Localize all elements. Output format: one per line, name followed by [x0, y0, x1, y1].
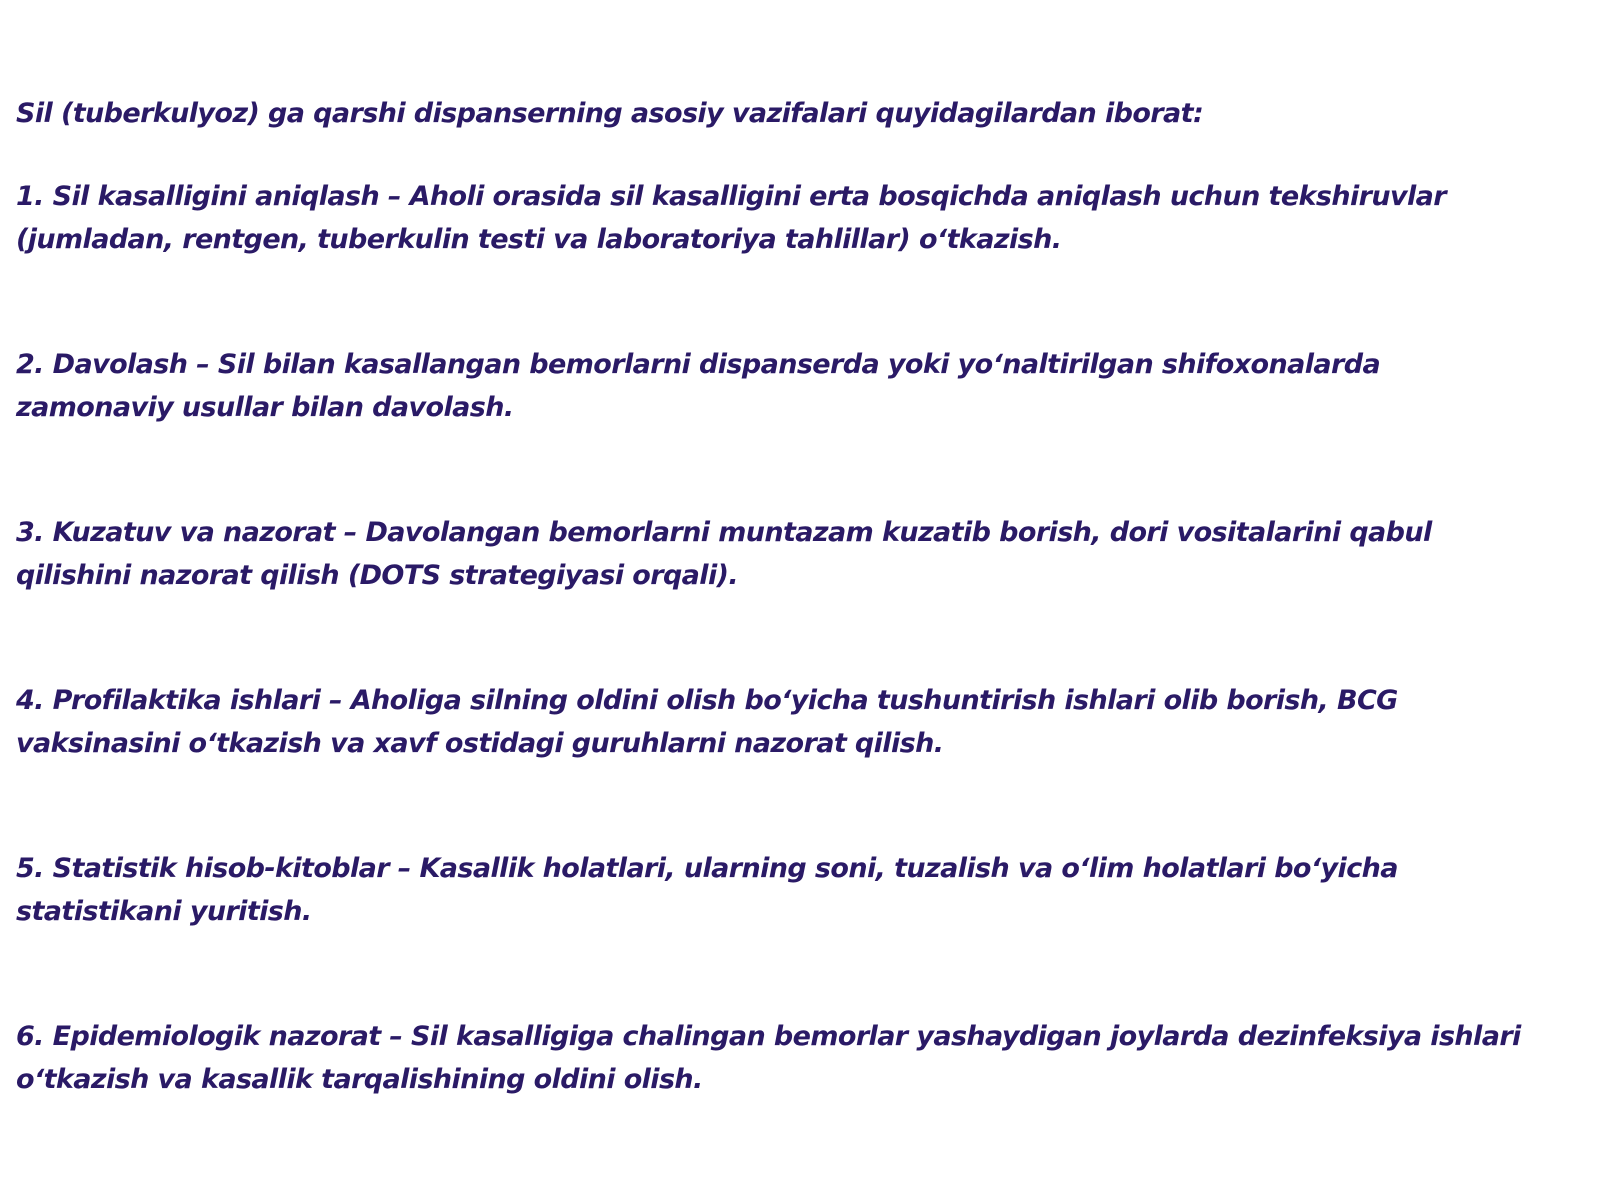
- list-item-line: zamonaviy usullar bilan davolash.: [16, 392, 514, 423]
- list-item-line: 2. Davolash – Sil bilan kasallangan bemorlarni dispanserda yoki yoʻnaltirilgan shifoxonalarda: [16, 349, 1381, 380]
- list-item-line: oʻtkazish va kasallik tarqalishining oldini olish.: [16, 1064, 703, 1095]
- list-item-line: 3. Kuzatuv va nazorat – Davolangan bemorlarni muntazam kuzatib borish, dori vositalarini qabul: [16, 517, 1432, 548]
- list-item: [16, 1015, 1576, 1101]
- list-item-line: vaksinasini oʻtkazish va xavf ostidagi guruhlarni nazorat qilish.: [16, 728, 944, 759]
- list-item-line: 6. Epidemiologik nazorat – Sil kasalligiga chalingan bemorlar yashaydigan joylarda dezinfeksiya ishlari: [16, 1021, 1521, 1052]
- list-item-line: qilishini nazorat qilish (DOTS strategiyasi orqali).: [16, 560, 738, 591]
- list-item: [16, 511, 1576, 597]
- list-item-line: (jumladan, rentgen, tuberkulin testi va laboratoriya tahlillar) oʻtkazish.: [16, 224, 1062, 255]
- list-item-line: 4. Profilaktika ishlari – Aholiga silning oldini olish boʻyicha tushuntirish ishlari olib borish, BCG: [16, 685, 1398, 716]
- intro-text: Sil (tuberkulyoz) ga qarshi dispanserning asosiy vazifalari quyidagilardan iborat:: [16, 98, 1204, 129]
- list-item: [16, 343, 1576, 429]
- list-item: [16, 175, 1576, 261]
- slide-body: [16, 92, 1576, 1101]
- list-item: [16, 847, 1576, 933]
- list-item-line: statistikani yuritish.: [16, 896, 312, 927]
- list-item: [16, 679, 1576, 765]
- list-item-line: 1. Sil kasalligini aniqlash – Aholi orasida sil kasalligini erta bosqichda aniqlash uchun tekshiruvlar: [16, 181, 1446, 212]
- list-item-line: 5. Statistik hisob-kitoblar – Kasallik holatlari, ularning soni, tuzalish va oʻlim holatlari boʻyicha: [16, 853, 1398, 884]
